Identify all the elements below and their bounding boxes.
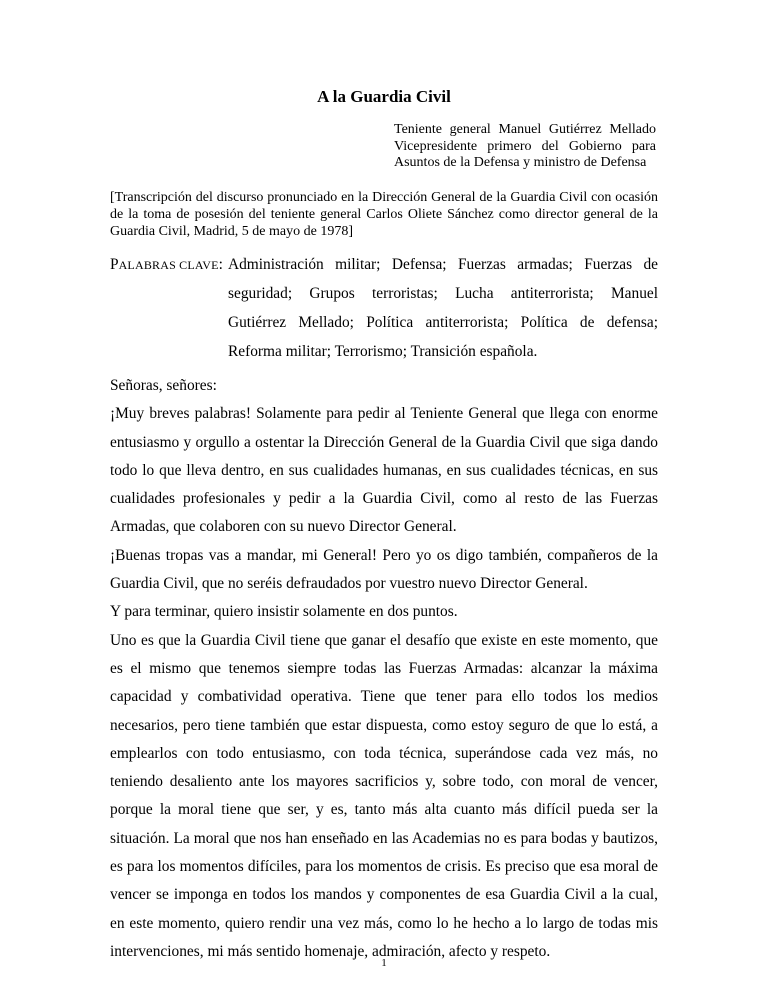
author-line: Vicepresidente primero del Gobierno para (394, 138, 656, 154)
author-block (394, 122, 656, 172)
author-line: Teniente general Manuel Gutiérrez Mellado (394, 122, 656, 137)
keywords-line: Reforma militar; Terrorismo; Transición española. (228, 343, 538, 360)
keywords-line: Gutiérrez Mellado; Política antiterrorista; Política de defensa; (228, 314, 658, 331)
page-number: 1 (381, 957, 387, 969)
transcription-note: [Transcripción del discurso pronunciado en la Dirección General de la Guardia Civil con ocasión de la toma de posesión del teniente general Carlos Oliete Sánchez como director general de la Guardia Civil, Madrid, 5 de mayo de 1978] (110, 190, 658, 239)
keywords-line: seguridad; Grupos terroristas; Lucha antiterrorista; Manuel (228, 285, 658, 302)
paragraph: Y para terminar, quiero insistir solamente en dos puntos. (110, 603, 458, 621)
author-line: Asuntos de la Defensa y ministro de Defensa (394, 155, 647, 171)
keywords-list (228, 250, 658, 366)
paragraph: Uno es que la Guardia Civil tiene que ganar el desafío que existe en este momento, que es el mismo que tenemos siempre todas las Fuerzas Armadas: alcanzar la máxima capacidad y combatividad operativa. Tiene que tener para ello todos los medios necesarios, pero tiene también que estar dispuesta, como estoy seguro de que lo está, a emplearlos con todo entusiasmo, con toda técnica, superándose cada vez más, no teniendo desaliento ante los mayores sacrificios y, sobre todo, con moral de vencer, porque la moral tiene que ser, y es, tanto más alta cuanto más difícil pueda ser la situación. La moral que nos han enseñado en las Academias no es para bodas y bautizos, es para los momentos difíciles, para los momentos de crisis. Es preciso que esa moral de vencer se imponga en todos los mandos y componentes de esa Guardia Civil a la cual, en este momento, quiero rendir una vez más, como lo he hecho a lo largo de todas mis intervenciones, mi más sentido homenaje, admiración, afecto y respeto. (110, 631, 658, 960)
keywords-label (110, 250, 230, 280)
paragraph: ¡Muy breves palabras! Solamente para pedir al Teniente General que llega con enorme entusiasmo y orgullo a ostentar la Dirección General de la Guardia Civil que siga dando todo lo que lleva dentro, en sus cualidades humanas, en sus cualidades técnicas, en sus cualidades profesionales y pedir a la Guardia Civil, como al resto de las Fuerzas Armadas, que colaboren con su nuevo Director General. (110, 405, 658, 536)
keywords-label-colon: : (218, 256, 223, 273)
document-title: A la Guardia Civil (317, 87, 451, 106)
keywords-label-initial: P (110, 256, 119, 273)
salutation: Señoras, señores: (110, 377, 217, 394)
speech-body (110, 372, 658, 966)
keywords-line: Administración militar; Defensa; Fuerzas armadas; Fuerzas de (228, 256, 658, 273)
keywords-label-smallcaps: ALABRAS CLAVE (118, 258, 219, 272)
paragraph: ¡Buenas tropas vas a mandar, mi General! Pero yo os digo también, compañeros de la Guardia Civil, que no seréis defraudados por vuestro nuevo Director General. (110, 546, 658, 593)
